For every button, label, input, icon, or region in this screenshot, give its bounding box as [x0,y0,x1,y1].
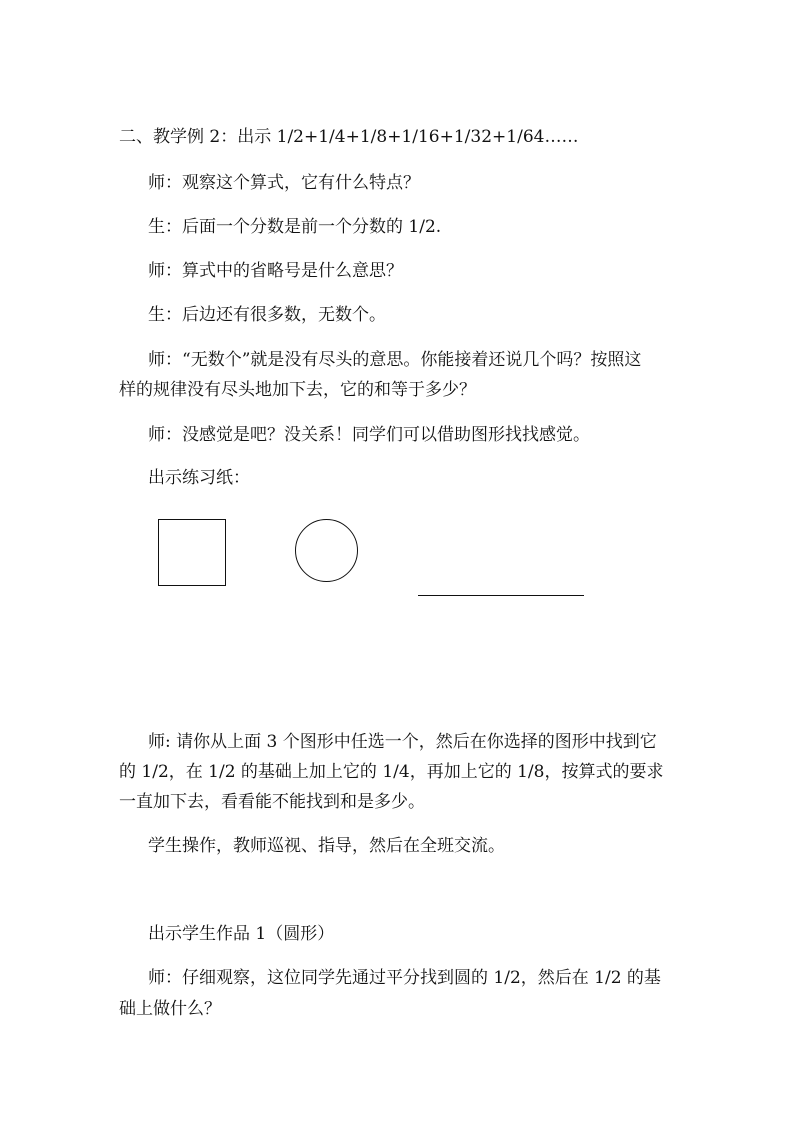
paragraph-task-line1: 师: 请你从上面 3 个图形中任选一个，然后在你选择的图形中找到它 [148,732,657,752]
paragraph-student-answer-1: 生：后面一个分数是前一个分数的 1/2. [148,217,442,237]
paragraph-teacher-explain-line1: 师：“无数个”就是没有尽头的意思。你能接着还说几个吗？按照这 [148,350,642,370]
paragraph-teacher-question-2: 师：算式中的省略号是什么意思？ [148,261,403,281]
paragraph-student-operation: 学生操作，教师巡视、指导，然后在全班交流。 [148,836,505,856]
paragraph-show-student-work: 出示学生作品 1（圆形） [148,924,335,944]
paragraph-show-worksheet: 出示练习纸： [148,468,250,488]
paragraph-student-answer-2: 生：后边还有很多数，无数个。 [148,305,386,325]
square-figure [158,519,226,586]
paragraph-teacher-explain-line2: 样的规律没有尽头地加下去，它的和等于多少？ [119,380,476,400]
paragraph-task-line2: 的 1/2，在 1/2 的基础上加上它的 1/4，再加上它的 1/8，按算式的要求 [119,762,664,782]
paragraph-task-line3: 一直加下去，看看能不能找到和是多少。 [119,792,425,812]
paragraph-teacher-hint: 师：没感觉是吧？没关系！同学们可以借助图形找找感觉。 [148,425,590,445]
paragraph-teacher-observe-line2: 础上做什么？ [119,999,221,1019]
paragraph-teacher-question-1: 师：观察这个算式，它有什么特点？ [148,173,420,193]
line-segment-figure [418,595,584,596]
paragraph-teacher-observe-line1: 师：仔细观察，这位同学先通过平分找到圆的 1/2，然后在 1/2 的基 [148,968,661,988]
circle-figure [295,519,358,582]
paragraph-example-heading: 二、教学例 2：出示 1/2+1/4+1/8+1/16+1/32+1/64…… [119,127,579,147]
